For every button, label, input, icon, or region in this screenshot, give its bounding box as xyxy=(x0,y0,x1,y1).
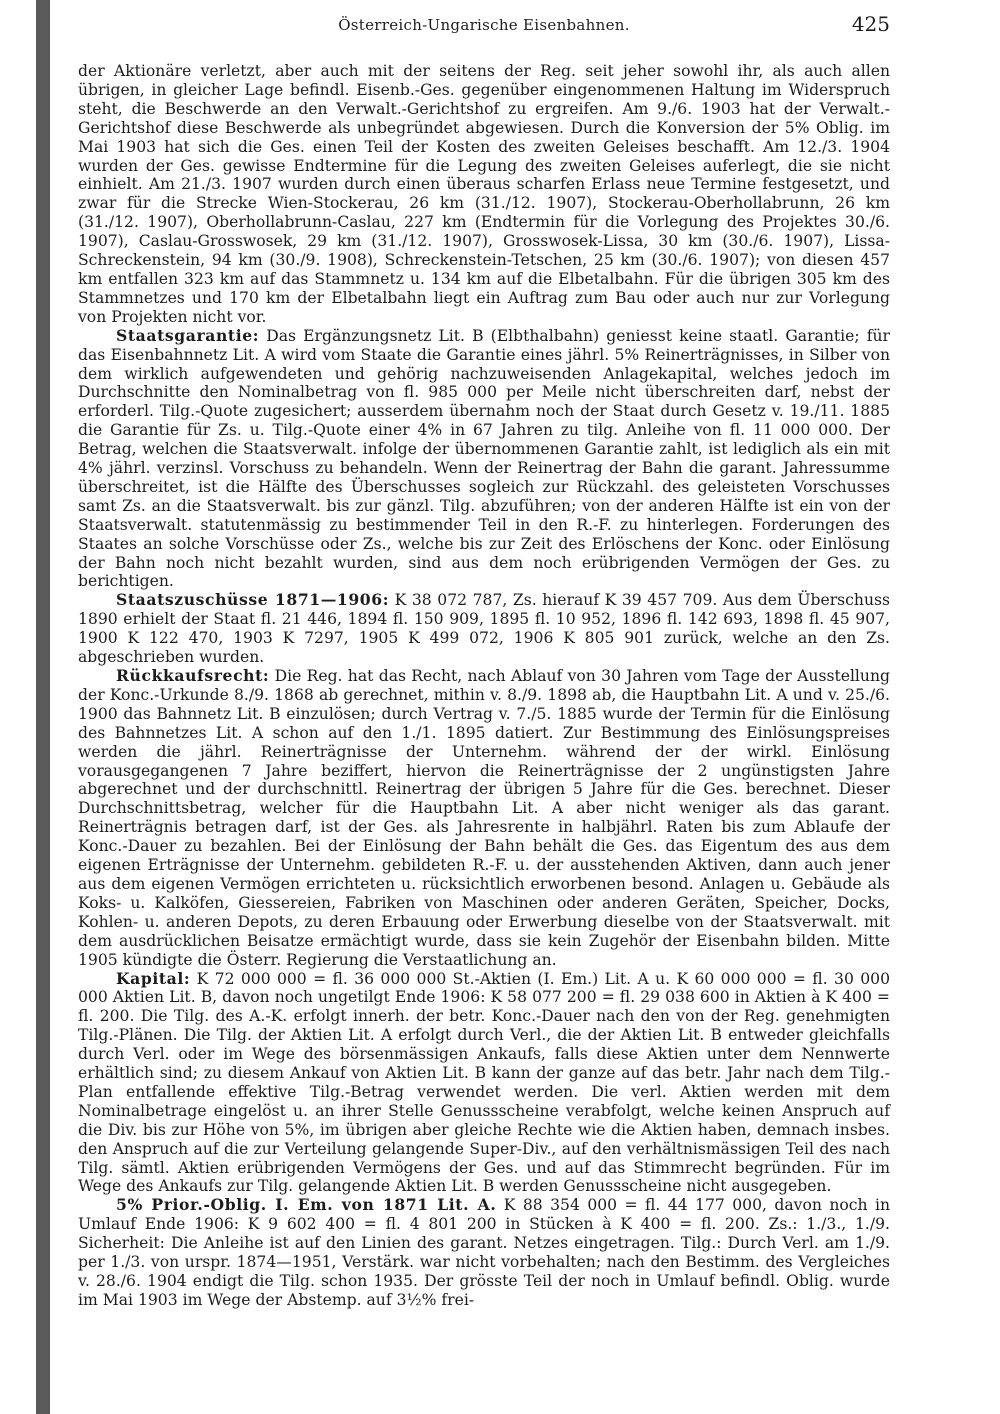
scan-binding-edge xyxy=(36,0,50,1414)
section-heading: Staatsgarantie: xyxy=(116,325,260,345)
paragraph-kapital xyxy=(78,970,890,1197)
body-text xyxy=(78,62,890,1310)
paragraph-staatszuschuesse xyxy=(78,591,890,667)
section-heading: Staatszuschüsse 1871—1906: xyxy=(116,590,390,610)
paragraph-text: K 88 354 000 = fl. 44 177 000, davon noch in Umlauf Ende 1906: K 9 602 400 = fl. 4 801 200 in Stücken à K 400 = fl. 200. Zs.: 1./3., 1./9. Sicherheit: Die Anleihe ist auf den Linien des garant. Netzes eingetragen. Tilg.: Durch Verl. am 1./9. per 1./3. von urspr. 1874—1951, Verstärk. war nicht vorbehalten; nach den Bestimm. des Vergleiches v. 28./6. 1904 endigt die Tilg. schon 1935. Der grösste Teil der noch in Umlauf befindl. Oblig. wurde im Mai 1903 im Wege der Abstemp. auf 3½% frei- xyxy=(78,1196,890,1309)
paragraph-text: Das Ergänzungsnetz Lit. B (Elbthalbahn) geniesst keine staatl. Garantie; für das Eisenbahnnetz Lit. A wird vom Staate die Garantie eines jährl. 5% Reinerträgnisses, in Silber von dem wirklich aufgewendeten und gehörig nachzuweisenden Anlagekapital, welches jedoch im Durchschnitte den Nominalbetrag von fl. 985 000 per Meile nicht überschreiten darf, nebst der erforderl. Tilg.-Quote zugesichert; ausserdem übernahm noch der Staat durch Gesetz v. 19./11. 1885 die Garantie für Zs. u. Tilg.-Quote einer 4% in 67 Jahren zu tilg. Anleihe von fl. 11 000 000. Der Betrag, welchen die Staatsverwalt. infolge der übernommenen Garantie zahlt, ist lediglich als ein mit 4% jährl. verzinsl. Vorschuss zu behandeln. Wenn der Reinertrag der Bahn die garant. Jahressumme überschreitet, ist die Hälfte des Überschusses sogleich zur Rückzahl. des geleisteten Vorschusses samt Zs. an die Staatsverwalt. bis zur gänzl. Tilg. abzuführen; von der anderen Hälfte ist ein von der Staatsverwalt. statutenmässig zu bestimmender Teil in den R.-F. zu hinterlegen. Forderungen des Staates an solche Vorschüsse oder Zs., welche bis zur Zeit des Erlöschens der Konc. oder Einlösung der Bahn noch nicht bezahlt wurden, sind aus dem noch erübrigenden Vermögen der Ges. zu berichtigen. xyxy=(78,326,890,591)
section-heading: Kapital: xyxy=(116,968,191,988)
section-heading: 5% Prior.-Oblig. I. Em. von 1871 Lit. A. xyxy=(116,1195,497,1215)
page-header xyxy=(78,6,890,40)
paragraph-text: Die Reg. hat das Recht, nach Ablauf von 30 Jahren vom Tage der Ausstellung der Konc.-Urkunde 8./9. 1868 ab gerechnet, mithin v. 8./9. 1898 ab, die Hauptbahn Lit. A und v. 25./6. 1900 das Bahnnetz Lit. B einzulösen; durch Vertrag v. 7./5. 1885 wurde der Termin für die Einlösung des Bahnnetzes Lit. A schon auf den 1./1. 1895 datiert. Zur Bestimmung des Einlösungspreises werden die jährl. Reinerträgnisse der Unternehm. während der der wirkl. Einlösung vorausgegangenen 7 Jahre beziffert, hiervon die Reinerträgnisse der 2 ungünstigsten Jahre abgerechnet und der durchschnittl. Reinertrag der übrigen 5 Jahre für die Ges. berechnet. Dieser Durchschnittsbetrag, welcher für die Hauptbahn Lit. A aber nicht weniger als das garant. Reinerträgnis betragen darf, ist der Ges. als Jahresrente in halbjährl. Raten bis zum Ablaufe der Konc.-Dauer zu bezahlen. Bei der Einlösung der Bahn behält die Ges. das Eigentum des aus dem eigenen Erträgnisse der Unternehm. gebildeten R.-F. u. der ausstehenden Aktiven, dann auch jener aus dem eigenen Vermögen errichteten u. rücksichtlich erworbenen besond. Anlagen u. Gebäude als Koks- u. Kalköfen, Giessereien, Fabriken von Maschinen oder anderen Geräten, Speicher, Docks, Kohlen- u. anderen Depots, zu deren Erbauung oder Erwerbung dieselbe von der Staatsverwalt. mit dem ausdrücklichen Beisatze ermächtigt wurde, dass sie kein Zugehör der Eisenbahn bilden. Mitte 1905 kündigte die Österr. Regierung die Verstaatlichung an. xyxy=(78,667,890,969)
section-heading: Rückkaufsrecht: xyxy=(116,666,270,685)
running-title: Österreich-Ungarische Eisenbahnen. xyxy=(338,16,630,34)
page-number: 425 xyxy=(851,12,890,36)
paragraph-staatsgarantie xyxy=(78,327,890,592)
paragraph-prior-oblig xyxy=(78,1196,890,1309)
paragraph-text: K 38 072 787, Zs. hierauf K 39 457 709. Aus dem Überschuss 1890 erhielt der Staat fl. 21 446, 1894 fl. 150 909, 1895 fl. 10 952, 1896 fl. 142 693, 1898 fl. 45 907, 1900 K 122 470, 1903 K 7297, 1905 K 499 072, 1906 K 805 901 zurück, welche an den Zs. abgeschrieben wurden. xyxy=(78,591,890,667)
paragraph-text: der Aktionäre verletzt, aber auch mit der seitens der Reg. seit jeher sowohl ihr, als auch allen übrigen, in gleicher Lage befindl. Eisenb.-Ges. gegenüber eingenommenen Haltung im Widerspruch steht, die Beschwerde an den Verwalt.-Gerichtshof zu ergreifen. Am 9./6. 1903 hat der Verwalt.-Gerichtshof diese Beschwerde als unbegründet abgewiesen. Durch die Konversion der 5% Oblig. im Mai 1903 hat sich die Ges. einen Teil der Kosten des zweiten Geleises beschafft. Am 12./3. 1904 wurden der Ges. gewisse Endtermine für die Legung des zweiten Geleises auferlegt, die sie nicht einhielt. Am 21./3. 1907 wurden durch einen überaus scharfen Erlass neue Termine festgesetzt, und zwar für die Strecke Wien-Stockerau, 26 km (31./12. 1907), Stockerau-Oberhollabrunn, 26 km (31./12. 1907), Oberhollabrunn-Caslau, 227 km (Endtermin für die Vorlegung des Projektes 30./6. 1907), Caslau-Grosswosek, 29 km (31./12. 1907), Grosswosek-Lissa, 30 km (30./6. 1907), Lissa-Schreckenstein, 94 km (30./9. 1908), Schreckenstein-Tetschen, 25 km (30./6. 1907); von diesen 457 km entfallen 323 km auf das Stammnetz u. 134 km auf die Elbetalbahn. Für die übrigen 305 km des Stammnetzes und 170 km der Elbetalbahn liegt ein Auftrag zum Bau oder auch nur zur Vorlegung von Projekten nicht vor. xyxy=(78,62,890,326)
paragraph-text: K 72 000 000 = fl. 36 000 000 St.-Aktien (I. Em.) Lit. A u. K 60 000 000 = fl. 30 000 000 Aktien Lit. B, davon noch ungetilgt Ende 1906: K 58 077 200 = fl. 29 038 600 in Aktien à K 400 = fl. 200. Die Tilg. des A.-K. erfolgt innerh. der betr. Konc.-Dauer nach den von der Reg. genehmigten Tilg.-Plänen. Die Tilg. der Aktien Lit. A erfolgt durch Verl., die der Aktien Lit. B entweder gleichfalls durch Verl. oder im Wege des börsenmässigen Ankaufs, falls diese Aktien unter dem Nennwerte erhältlich sind; zu diesem Ankauf von Aktien Lit. B kann der ganze auf das betr. Jahr nach dem Tilg.-Plan entfallende effektive Tilg.-Betrag verwendet werden. Die verl. Aktien werden mit dem Nominalbetrage eingelöst u. an ihrer Stelle Genussscheine verabfolgt, welche keinen Anspruch auf die Div. bis zur Höhe von 5%, im übrigen aber gleiche Rechte wie die Aktien haben, demnach insbes. den Anspruch auf die zur Verteilung gelangende Super-Div., auf den verhältnismässigen Teil des nach Tilg. sämtl. Aktien erübrigenden Vermögens der Ges. und auf das Stimmrecht begründen. Für im Wege des Ankaufs zur Tilg. gelangende Aktien Lit. B werden Genussscheine nicht ausgegeben. xyxy=(78,969,890,1196)
paragraph-intro xyxy=(78,62,890,327)
paragraph-rueckkaufsrecht xyxy=(78,667,890,970)
